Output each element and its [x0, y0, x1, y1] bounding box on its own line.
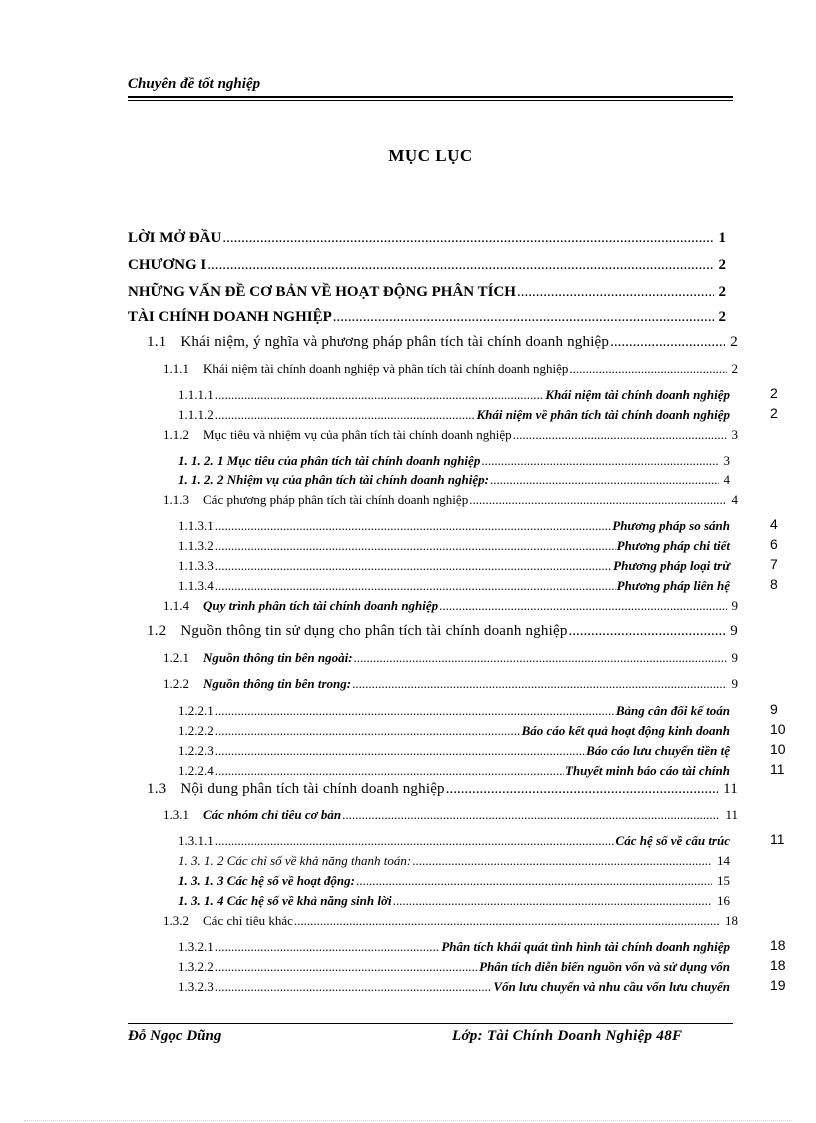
toc-entry[interactable]	[147, 333, 738, 351]
toc-entry-leader	[215, 517, 612, 535]
toc-entry-text: Nguồn thông tin bên trong:	[203, 676, 352, 691]
footer-class: Lớp: Tài Chính Doanh Nghiệp 48F	[452, 1028, 683, 1044]
toc-entry-leader	[569, 360, 726, 378]
header-rule-thin	[128, 100, 733, 101]
toc-entry-leader	[215, 537, 616, 555]
toc-entry[interactable]	[178, 702, 730, 720]
toc-entry-leader	[352, 675, 726, 693]
page-edge-divider	[24, 1120, 792, 1121]
toc-entry[interactable]	[163, 426, 738, 444]
toc-entry-leader	[215, 702, 615, 720]
toc-entry-page: 2	[731, 361, 738, 376]
toc-entry-text: Các chỉ tiêu khác	[203, 913, 293, 928]
toc-entry[interactable]	[178, 762, 730, 780]
toc-entry-number: 1.1.2	[163, 427, 189, 442]
toc-side-page: 9	[770, 701, 778, 717]
toc-entry[interactable]	[128, 229, 726, 247]
toc-entry-text: CHƯƠNG I	[128, 257, 207, 273]
toc-entry-number: 1.2.2.1	[178, 703, 214, 718]
toc-entry-text: TÀI CHÍNH DOANH NGHIỆP	[128, 309, 332, 325]
toc-entry-text: Mục tiêu và nhiệm vụ của phân tích tài chính doanh nghiệp	[203, 427, 512, 442]
toc-entry-text: Phương pháp chi tiết	[616, 538, 730, 553]
toc-entry-text: Khái niệm tài chính doanh nghiệp và phân tích tài chính doanh nghiệp	[203, 361, 569, 376]
toc-entry-number: 1.3	[147, 781, 167, 797]
toc-entry-number: 1.3.2.2	[178, 959, 214, 974]
toc-entry-number: 1.3.1.1	[178, 833, 214, 848]
toc-entry-page: 9	[731, 598, 738, 613]
toc-entry[interactable]	[178, 958, 730, 976]
toc-entry-text: Quy trình phân tích tài chính doanh nghiệp	[203, 598, 439, 613]
toc-entry-page: 4	[723, 472, 730, 487]
toc-entry-text: Nguồn thông tin sử dụng cho phân tích tài chính doanh nghiệp	[180, 623, 568, 639]
toc-entry-leader	[513, 426, 727, 444]
toc-entry-page: 1	[718, 230, 726, 246]
toc-entry-text: 1. 1. 2. 1 Mục tiêu của phân tích tài chính doanh nghiệp	[178, 453, 481, 468]
toc-side-page: 11	[770, 761, 785, 777]
toc-entry[interactable]	[178, 938, 730, 956]
toc-entry-leader	[215, 832, 615, 850]
toc-entry-page: 16	[717, 893, 730, 908]
toc-entry-leader	[569, 622, 726, 640]
toc-entry-number: 1.1.3.4	[178, 578, 214, 593]
toc-side-page: 6	[770, 536, 778, 552]
toc-entry-text: NHỮNG VẤN ĐỀ CƠ BẢN VỀ HOẠT ĐỘNG PHÂN TÍCH	[128, 284, 516, 300]
toc-entry-leader	[610, 333, 725, 351]
toc-entry[interactable]	[128, 256, 726, 274]
toc-entry[interactable]	[178, 742, 730, 760]
toc-entry-text: Thuyết minh báo cáo tài chính	[564, 763, 730, 778]
toc-entry-leader	[222, 229, 713, 247]
toc-entry-text: Phương pháp liên hệ	[616, 578, 730, 593]
toc-entry-leader	[215, 762, 564, 780]
toc-entry-text: Báo cáo lưu chuyển tiền tệ	[586, 743, 730, 758]
toc-entry-page: 2	[718, 309, 726, 325]
toc-entry[interactable]	[163, 491, 738, 509]
toc-entry[interactable]	[128, 308, 726, 326]
toc-entry-text: Phương pháp so sánh	[612, 518, 730, 533]
toc-title: MỤC LỤC	[388, 146, 473, 165]
toc-entry-text: Các hệ số về cấu trúc	[615, 833, 730, 848]
toc-entry-number: 1.1.1	[163, 361, 189, 376]
toc-entry-text: Bảng cân đối kế toán	[615, 703, 730, 718]
toc-entry-page: 3	[731, 427, 738, 442]
toc-entry-leader	[215, 406, 476, 424]
toc-entry-page: 14	[717, 853, 730, 868]
toc-entry-leader	[215, 386, 545, 404]
toc-entry-text: Các phương pháp phân tích tài chính doanh nghiệp	[203, 492, 469, 507]
toc-entry-text: Nội dung phân tích tài chính doanh nghiệp	[180, 781, 445, 797]
toc-entry-page: 2	[730, 334, 738, 350]
toc-entry-text: Nguồn thông tin bên ngoài:	[203, 650, 353, 665]
toc-entry[interactable]	[178, 517, 730, 535]
toc-entry-number: 1.3.2	[163, 913, 189, 928]
toc-entry[interactable]	[178, 722, 730, 740]
toc-entry[interactable]	[147, 780, 738, 798]
toc-entry-leader	[469, 491, 726, 509]
toc-entry-page: 2	[718, 284, 726, 300]
toc-side-page: 4	[770, 516, 778, 532]
toc-entry[interactable]	[178, 452, 730, 470]
toc-entry-page: 2	[718, 257, 726, 273]
toc-entry-page: 9	[730, 623, 738, 639]
toc-entry-number: 1.2	[147, 623, 167, 639]
toc-entry-leader	[412, 852, 712, 870]
toc-entry-text: 1. 3. 1. 3 Các hệ số về hoạt động:	[178, 873, 355, 888]
toc-entry[interactable]	[178, 537, 730, 555]
toc-entry-leader	[356, 872, 712, 890]
toc-entry-number: 1.2.1	[163, 650, 189, 665]
toc-entry-page: 3	[723, 453, 730, 468]
toc-entry[interactable]	[178, 471, 730, 489]
toc-entry-leader	[215, 557, 612, 575]
toc-entry-leader	[446, 780, 718, 798]
toc-entry-text: Khái niệm về phân tích tài chính doanh nghiệp	[476, 407, 730, 422]
toc-entry-leader	[333, 308, 714, 326]
toc-entry-text: Khái niệm tài chính doanh nghiệp	[545, 387, 730, 402]
toc-entry[interactable]	[178, 386, 730, 404]
toc-entry-number: 1.3.1	[163, 807, 189, 822]
toc-entry-leader	[354, 649, 727, 667]
toc-side-page: 10	[770, 741, 786, 757]
toc-side-page: 7	[770, 556, 778, 572]
toc-entry-text: Khái niệm, ý nghĩa và phương pháp phân tích tài chính doanh nghiệp	[180, 334, 610, 350]
toc-side-page: 2	[770, 405, 778, 421]
toc-entry-leader	[294, 912, 720, 930]
toc-entry-number: 1.3.2.1	[178, 939, 214, 954]
toc-entry[interactable]	[163, 912, 738, 930]
toc-entry-leader	[215, 978, 493, 996]
toc-entry[interactable]	[178, 872, 730, 890]
toc-entry-number: 1.2.2.4	[178, 763, 214, 778]
toc-entry-text: 1. 1. 2. 2 Nhiệm vụ của phân tích tài chính doanh nghiệp:	[178, 472, 489, 487]
toc-side-page: 11	[770, 831, 785, 847]
toc-entry-text: LỜI MỞ ĐẦU	[128, 230, 222, 246]
toc-entry[interactable]	[163, 649, 738, 667]
header-text: Chuyên đề tốt nghiệp	[128, 76, 261, 92]
toc-entry-number: 1.1.3.1	[178, 518, 214, 533]
toc-entry-text: Báo cáo kết quả hoạt động kinh doanh	[521, 723, 730, 738]
toc-entry-number: 1.2.2.2	[178, 723, 214, 738]
toc-entry-text: Phân tích diễn biến nguồn vốn và sử dụng vốn	[479, 959, 730, 974]
toc-entry-leader	[215, 742, 585, 760]
toc-entry[interactable]	[163, 806, 738, 824]
toc-entry-number: 1.1.3	[163, 492, 189, 507]
toc-entry[interactable]	[178, 978, 730, 996]
toc-entry[interactable]	[178, 832, 730, 850]
toc-entry-number: 1.2.2	[163, 676, 189, 691]
toc-entry-leader	[481, 452, 718, 470]
toc-side-page: 18	[770, 957, 786, 973]
toc-entry[interactable]	[128, 283, 726, 301]
toc-entry-page: 4	[731, 492, 738, 507]
toc-entry[interactable]	[163, 597, 738, 615]
toc-entry[interactable]	[178, 852, 730, 870]
toc-entry-page: 9	[731, 676, 738, 691]
toc-entry-page: 15	[717, 873, 730, 888]
toc-entry-text: Phương pháp loại trừ	[613, 558, 730, 573]
toc-entry-leader	[215, 577, 616, 595]
toc-entry-text: Vốn lưu chuyển và nhu cầu vốn lưu chuyển	[493, 979, 730, 994]
toc-side-page: 8	[770, 576, 778, 592]
toc-entry-text: 1. 3. 1. 2 Các chỉ số về khả năng thanh toán:	[178, 853, 412, 868]
toc-entry-leader	[207, 256, 713, 274]
toc-entry[interactable]	[163, 360, 738, 378]
toc-entry[interactable]	[178, 557, 730, 575]
toc-entry-leader	[490, 471, 719, 489]
header-rule	[128, 96, 733, 98]
toc-entry-leader	[215, 958, 478, 976]
footer-author: Đỗ Ngọc Dũng	[128, 1028, 222, 1044]
toc-entry-number: 1.1.4	[163, 598, 189, 613]
toc-side-page: 19	[770, 977, 786, 993]
toc-entry-page: 9	[731, 650, 738, 665]
toc-side-page: 10	[770, 721, 786, 737]
toc-entry-page: 11	[725, 807, 738, 822]
toc-entry-leader	[393, 892, 712, 910]
toc-entry-number: 1.1.1.1	[178, 387, 214, 402]
toc-side-page: 2	[770, 385, 778, 401]
toc-entry-number: 1.1.3.2	[178, 538, 214, 553]
toc-entry[interactable]	[163, 675, 738, 693]
footer-rule	[128, 1023, 733, 1024]
toc-entry-number: 1.2.2.3	[178, 743, 214, 758]
toc-entry-number: 1.1	[147, 334, 167, 350]
toc-entry-leader	[215, 722, 521, 740]
toc-entry[interactable]	[178, 406, 730, 424]
toc-entry-text: Các nhóm chỉ tiêu cơ bản	[203, 807, 342, 822]
toc-entry-number: 1.1.3.3	[178, 558, 214, 573]
toc-entry-page: 18	[725, 913, 738, 928]
toc-entry[interactable]	[147, 622, 738, 640]
toc-entry[interactable]	[178, 892, 730, 910]
toc-side-page: 18	[770, 937, 786, 953]
toc-entry-leader	[439, 597, 726, 615]
toc-entry-number: 1.1.1.2	[178, 407, 214, 422]
toc-entry-leader	[517, 283, 714, 301]
toc-entry-text: Phân tích khái quát tình hình tài chính doanh nghiệp	[441, 939, 730, 954]
toc-entry-text: 1. 3. 1. 4 Các hệ số về khả năng sinh lời	[178, 893, 392, 908]
toc-entry-leader	[215, 938, 441, 956]
toc-entry-number: 1.3.2.3	[178, 979, 214, 994]
toc-entry-leader	[342, 806, 720, 824]
toc-entry[interactable]	[178, 577, 730, 595]
toc-entry-page: 11	[723, 781, 738, 797]
